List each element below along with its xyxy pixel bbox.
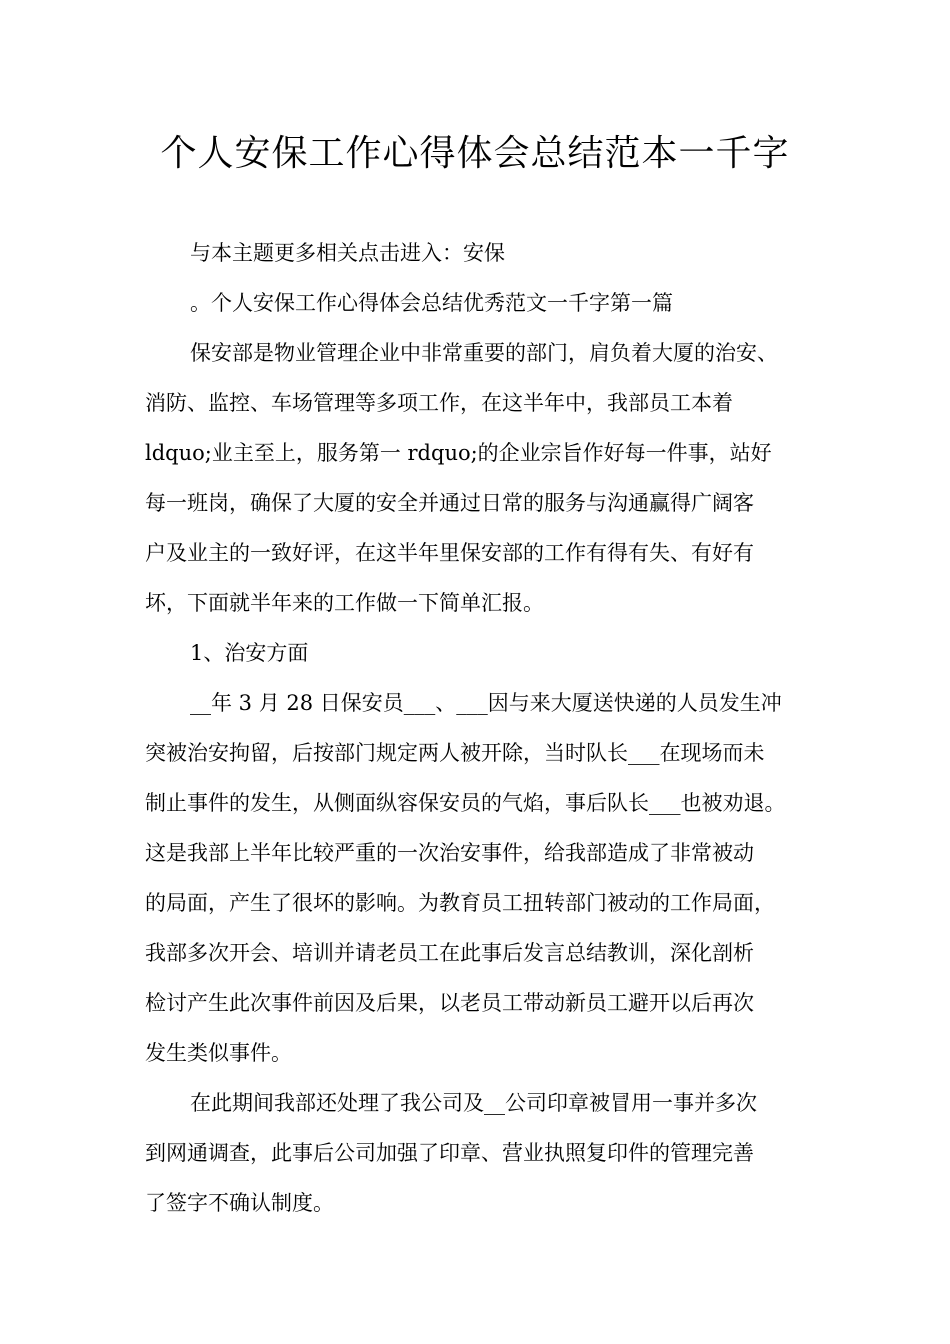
text-line: 了签字不确认制度。 (145, 1191, 334, 1215)
text-line: 这是我部上半年比较严重的一次治安事件，给我部造成了非常被动 (145, 841, 754, 865)
text-line: 保安部是物业管理企业中非常重要的部门，肩负着大厦的治安、 (190, 341, 778, 365)
text-line: 与本主题更多相关点击进入：安保 (190, 241, 505, 265)
text-line: 发生类似事件。 (145, 1041, 292, 1065)
text-line: 检讨产生此次事件前因及后果，以老员工带动新员工避开以后再次 (145, 991, 754, 1015)
text-line: __年 3 月 28 日保安员___、___因与来大厦送快递的人员发生冲 (190, 691, 782, 715)
text-line: 制止事件的发生，从侧面纵容保安员的气焰，事后队长___也被劝退。 (145, 791, 786, 815)
text-line: 。个人安保工作心得体会总结优秀范文一千字第一篇 (190, 291, 673, 315)
text-line: ldquo;业主至上，服务第一 rdquo;的企业宗旨作好每一件事，站好 (145, 441, 772, 465)
text-line: 到网通调查，此事后公司加强了印章、营业执照复印件的管理完善 (145, 1141, 754, 1165)
document-title: 个人安保工作心得体会总结范本一千字 (160, 133, 790, 174)
text-line: 的局面，产生了很坏的影响。为教育员工扭转部门被动的工作局面， (145, 891, 775, 915)
text-line: 在此期间我部还处理了我公司及__公司印章被冒用一事并多次 (190, 1091, 757, 1115)
document-body (145, 228, 835, 1228)
text-line: 我部多次开会、培训并请老员工在此事后发言总结教训，深化剖析 (145, 941, 754, 965)
text-line: 户及业主的一致好评，在这半年里保安部的工作有得有失、有好有 (145, 541, 754, 565)
text-line: 1、治安方面 (190, 641, 309, 665)
text-line: 突被治安拘留，后按部门规定两人被开除，当时队长___在现场而未 (145, 741, 765, 765)
text-line: 消防、监控、车场管理等多项工作，在这半年中，我部员工本着 (145, 391, 733, 415)
text-line: 每一班岗，确保了大厦的安全并通过日常的服务与沟通赢得广阔客 (145, 491, 754, 515)
text-line: 坏，下面就半年来的工作做一下简单汇报。 (145, 591, 544, 615)
